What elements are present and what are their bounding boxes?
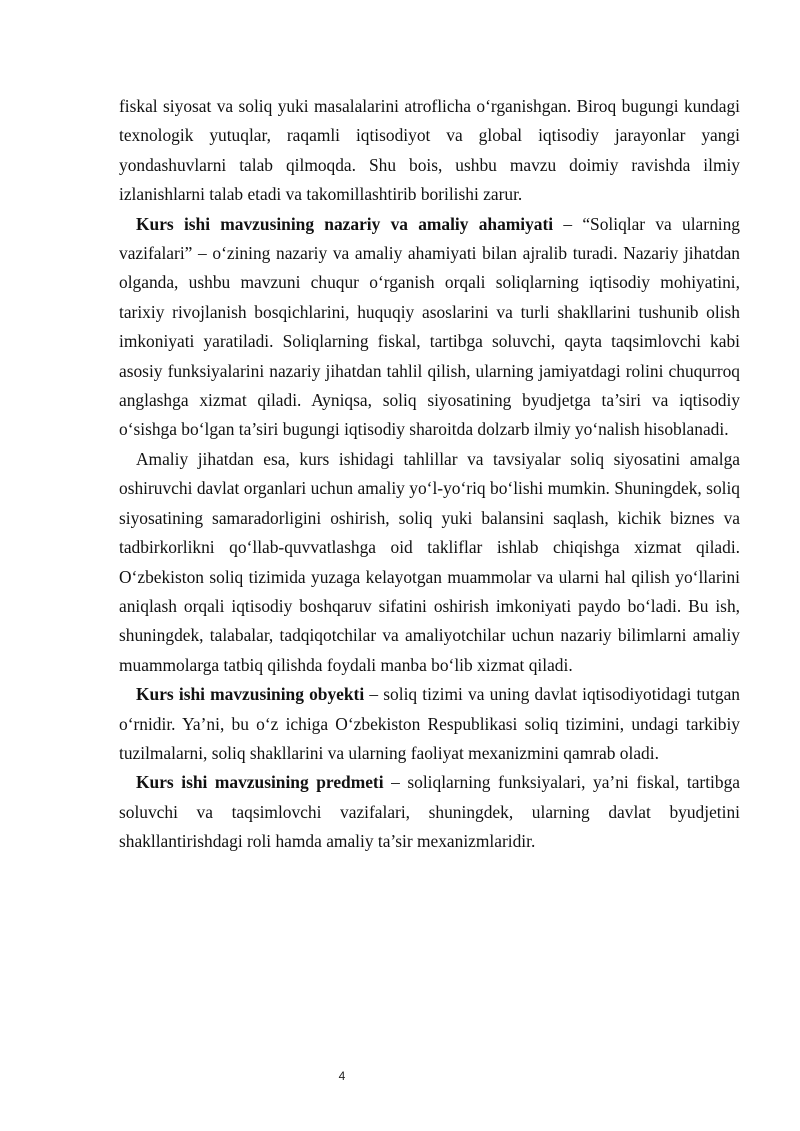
page-number: 4 — [338, 1069, 346, 1083]
body-text — [119, 92, 740, 857]
paragraph-object — [119, 680, 740, 768]
paragraph-heading: Kurs ishi mavzusining nazariy va amaliy ahamiyati — [136, 213, 554, 234]
paragraph-text: fiskal siyosat va soliq yuki masalalarini atroflicha o‘rganishgan. Biroq bugungi kundagi texnologik yutuqlar, raqamli iqtisodiyot va global iqtisodiy jarayonlar yangi yondashuvlarni talab qilmoqda. Shu bois, ushbu mavzu doimiy ravishda ilmiy izlanishlarni talab etadi va takomillashtirib borilishi zarur. — [119, 96, 740, 205]
paragraph-text: – “Soliqlar va ularning vazifalari” – o‘zining nazariy va amaliy ahamiyati bilan ajralib turadi. Nazariy jihatdan olganda, ushbu mavzuni chuqur o‘rganish orqali soliqlarning iqtisodiy mohiyatini, tarixiy rivojlanish bosqichlarini, huquqiy asoslarini va turli shakllarini tushunib olish imkoniyati yaratiladi. Soliqlarning fiskal, tartibga soluvchi, qayta taqsimlovchi kabi asosiy funksiyalarini nazariy jihatdan tahlil qilish, ularning jamiyatdagi rolini chuqurroq anglashga xizmat qiladi. Ayniqsa, soliq siyosatining byudjetga ta’siri va iqtisodiy o‘sishga bo‘lgan ta’siri bugungi iqtisodiy sharoitda dolzarb ilmiy yo‘nalish hisoblanadi. — [119, 213, 740, 440]
paragraph-text: – soliq tizimi va uning davlat iqtisodiyotidagi tutgan o‘rnidir. Ya’ni, bu o‘z ichiga O‘zbekiston Respublikasi soliq tizimini, undagi tarkibiy tuzilmalarni, soliq shakllarini va ularning faoliyat mexanizmini qamrab oladi. — [119, 684, 740, 763]
paragraph-continuation — [119, 92, 740, 210]
paragraph-heading: Kurs ishi mavzusining obyekti — [136, 684, 365, 705]
paragraph-practical — [119, 445, 740, 680]
paragraph-heading: Kurs ishi mavzusining predmeti — [136, 772, 384, 793]
paragraph-significance — [119, 210, 740, 445]
paragraph-subject — [119, 768, 740, 856]
paragraph-text: – soliqlarning funksiyalari, ya’ni fiskal, tartibga soluvchi va taqsimlovchi vazifalari, shuningdek, ularning davlat byudjetini shakllantirishdagi roli hamda amaliy ta’sir mexanizmlaridir. — [119, 772, 740, 852]
paragraph-text: Amaliy jihatdan esa, kurs ishidagi tahlillar va tavsiyalar soliq siyosatini amalga oshiruvchi davlat organlari uchun amaliy yo‘l-yo‘riq bo‘lishi mumkin. Shuningdek, soliq siyosatining samaradorligini oshirish, soliq yuki balansini saqlash, kichik biznes va tadbirkorlikni qo‘llab-quvvatlashga oid takliflar ishlab chiqishga xizmat qiladi. O‘zbekiston soliq tizimida yuzaga kelayotgan muammolar va ularni hal qilish yo‘llarini aniqlash orqali iqtisodiy boshqaruv sifatini oshirish imkoniyati paydo bo‘ladi. Bu ish, shuningdek, talabalar, tadqiqotchilar va amaliyotchilar uchun nazariy bilimlarni amaliy muammolarga tatbiq qilishda foydali manba bo‘lib xizmat qiladi. — [119, 448, 740, 675]
